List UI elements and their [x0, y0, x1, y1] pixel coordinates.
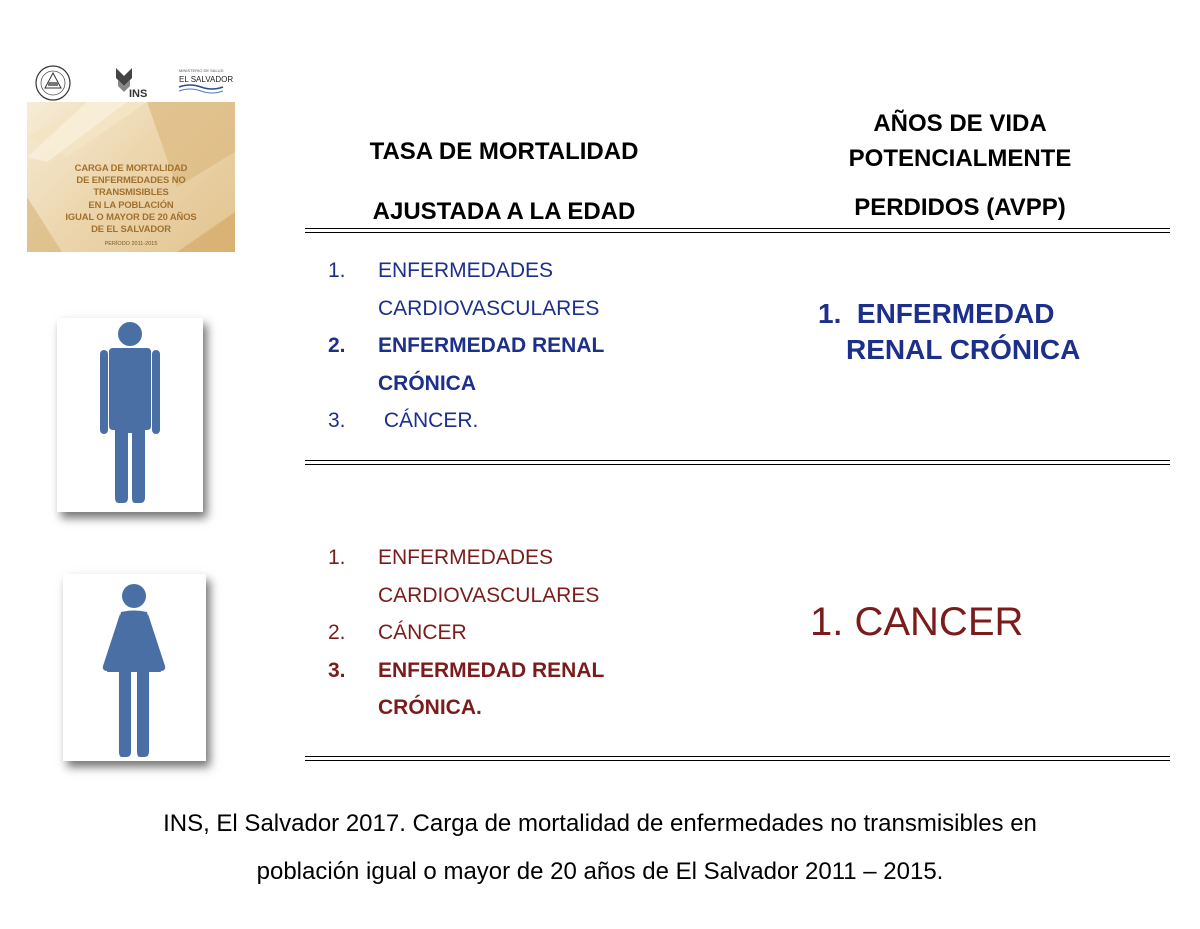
- list-text: CARDIOVASCULARES: [378, 296, 600, 320]
- avpp-header-line2: POTENCIALMENTE: [848, 145, 1072, 172]
- avpp-header: [770, 106, 1150, 225]
- list-text: ENFERMEDADES: [378, 259, 554, 282]
- list-number: 1.: [328, 546, 346, 569]
- list-text: ENFERMEDAD RENAL: [378, 334, 605, 357]
- government-seal-logo: [34, 64, 72, 102]
- svg-text:INS: INS: [129, 88, 148, 100]
- middle-rule-bottom: [305, 464, 1170, 465]
- female-avpp: 1. CANCER: [810, 600, 1024, 644]
- list-item: [328, 652, 604, 727]
- list-text: CRÓNICA.: [378, 696, 482, 719]
- avpp-header-line1: AÑOS DE VIDA: [873, 110, 1047, 137]
- mortality-header-line2: AJUSTADA A LA EDAD: [372, 198, 636, 225]
- ins-logo: [112, 66, 152, 100]
- male-avpp-line2: RENAL CRÓNICA: [846, 334, 1081, 365]
- cover-title: CARGA DE MORTALIDAD DE ENFERMEDADES NO TRANSMISIBLES EN LA POBLACIÓN IGUAL O MAYOR DE 20 AÑOS DE EL SALVADOR: [65, 162, 197, 235]
- female-person-icon: [63, 574, 206, 761]
- header-rule-bottom: [305, 232, 1170, 233]
- list-item: [328, 614, 604, 652]
- list-number: 3.: [328, 409, 346, 432]
- list-item: [328, 327, 604, 402]
- list-text: ENFERMEDAD RENAL: [378, 658, 605, 682]
- list-text: ENFERMEDADES: [378, 546, 554, 569]
- mortality-header-line1: TASA DE MORTALIDAD: [369, 138, 639, 165]
- male-figure-card: [57, 318, 203, 512]
- header-rule-top: [305, 228, 1170, 229]
- male-avpp-line1: 1. ENFERMEDAD: [818, 298, 1055, 329]
- list-number: 3.: [328, 658, 346, 682]
- female-mortality-list: [328, 539, 604, 727]
- source-caption: [40, 800, 1160, 896]
- list-number: 2.: [328, 621, 346, 644]
- male-avpp: [818, 296, 1158, 368]
- male-mortality-list: [328, 252, 604, 440]
- bottom-rule-top: [305, 756, 1170, 757]
- report-cover: [27, 102, 235, 252]
- list-text: CÁNCER: [378, 621, 467, 644]
- list-item: [328, 402, 604, 440]
- list-text: CARDIOVASCULARES: [378, 583, 600, 607]
- list-item: [328, 252, 604, 327]
- caption-line1: INS, El Salvador 2017. Carga de mortalidad de enfermedades no transmisibles en: [163, 810, 1037, 837]
- male-person-icon: [57, 318, 203, 512]
- svg-text:EL SALVADOR: EL SALVADOR: [179, 75, 234, 84]
- bottom-rule-bottom: [305, 760, 1170, 761]
- list-number: 2.: [328, 334, 346, 357]
- middle-rule-top: [305, 460, 1170, 461]
- list-number: 1.: [328, 259, 346, 282]
- cover-period: PERÍODO 2011-2015: [104, 241, 158, 247]
- caption-line2: población igual o mayor de 20 años de El Salvador 2011 – 2015.: [256, 858, 944, 885]
- list-text: CRÓNICA: [378, 371, 476, 395]
- ministry-logo: [178, 66, 234, 98]
- female-figure-card: [63, 574, 206, 761]
- list-text: CÁNCER.: [378, 409, 479, 432]
- svg-text:MINISTERIO DE SALUD: MINISTERIO DE SALUD: [179, 68, 224, 73]
- list-item: [328, 539, 604, 614]
- mortality-header: [318, 122, 690, 242]
- avpp-header-line3: PERDIDOS (AVPP): [854, 194, 1066, 221]
